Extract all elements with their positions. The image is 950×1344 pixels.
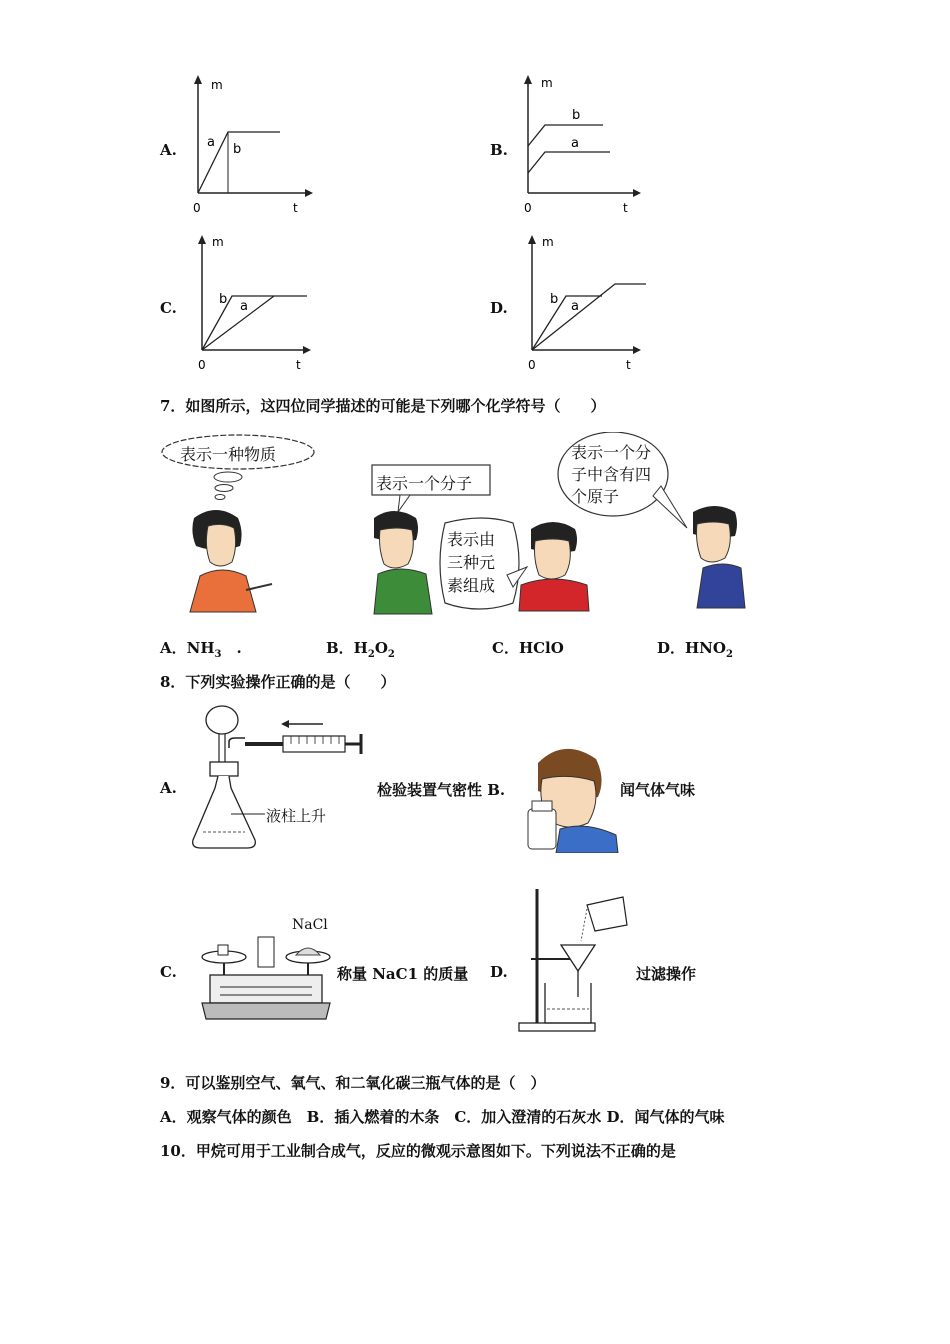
q7-option-a[interactable] xyxy=(160,637,242,660)
q8-d-filtration xyxy=(515,885,635,1035)
q7-boy3-bubble-line3: 个原子 xyxy=(571,487,620,506)
graph-b-origin: 0 xyxy=(524,201,532,215)
q8-c-letter: C. xyxy=(160,963,177,981)
graph-b-line-a: a xyxy=(571,136,579,151)
graph-d-line-b: b xyxy=(550,292,559,307)
q8-d-letter: D. xyxy=(490,963,508,981)
q8-b-boy-figure xyxy=(520,743,620,853)
graph-d-letter: D. xyxy=(490,299,508,317)
graph-d-origin: 0 xyxy=(528,358,536,372)
graph-b-line-b: b xyxy=(572,108,581,123)
q9-options[interactable]: A．观察气体的颜色 B．插入燃着的木条 C．加入澄清的石灰水 D．闻气体的气味 xyxy=(160,1108,725,1126)
q7-option-d-sub: 2 xyxy=(725,649,733,660)
graph-d-line-a: a xyxy=(571,299,579,314)
q8-a-note: 液柱上升 xyxy=(266,807,327,825)
q7-option-a-sub: 3 xyxy=(214,649,222,660)
q7-boy2-bubble-line3: 素组成 xyxy=(447,576,496,595)
q10-stem: 10．甲烷可用于工业制合成气，反应的微观示意图如下。下列说法不正确的是 xyxy=(160,1142,676,1160)
graph-a-line-b: b xyxy=(233,142,242,157)
q9-stem: 9．可以鉴别空气、氧气、和二氧化碳三瓶气体的是（ ） xyxy=(160,1074,546,1092)
q8-b-caption: 闻气体气味 xyxy=(620,781,696,799)
graph-c-origin: 0 xyxy=(198,358,206,372)
graph-c-y-label: m xyxy=(212,235,224,249)
q8-d-caption: 过滤操作 xyxy=(636,965,697,983)
graph-d xyxy=(520,230,650,380)
q7-boy2-bubble-line2: 三种元 xyxy=(447,553,496,572)
q7-option-d[interactable] xyxy=(657,637,733,660)
q8-a-caption: 检验装置气密性 B. xyxy=(377,781,506,799)
q7-girl-bubble: 表示一种物质 xyxy=(180,445,277,464)
q7-option-b[interactable] xyxy=(326,637,395,660)
graph-a xyxy=(185,70,315,220)
q7-option-a-tail: . xyxy=(221,639,242,657)
graph-a-letter: A. xyxy=(160,141,177,159)
q7-stem: 7．如图所示，这四位同学描述的可能是下列哪个化学符号（ ） xyxy=(160,397,606,415)
graph-c-line-b: b xyxy=(219,292,228,307)
graph-a-x-label: t xyxy=(293,201,298,215)
q7-option-c[interactable]: C．HClO xyxy=(492,639,564,657)
q8-stem: 8．下列实验操作正确的是（ ） xyxy=(160,673,396,691)
q8-c-caption: 称量 NaC1 的质量 xyxy=(337,965,469,983)
graph-d-y-label: m xyxy=(542,235,554,249)
graph-c-line-a: a xyxy=(240,299,248,314)
graph-b xyxy=(515,70,645,220)
graph-c-letter: C. xyxy=(160,299,177,317)
graph-c xyxy=(190,230,320,380)
graph-b-letter: B. xyxy=(490,141,508,159)
graph-a-line-a: a xyxy=(207,135,215,150)
q8-a-letter: A. xyxy=(160,779,177,797)
graph-b-x-label: t xyxy=(623,201,628,215)
q7-boy3-bubble-line1: 表示一个分 xyxy=(571,443,652,462)
graph-a-origin: 0 xyxy=(193,201,201,215)
q7-boy2-bubble-line1: 表示由 xyxy=(447,530,496,549)
graph-b-y-label: m xyxy=(541,76,553,90)
q7-option-b-sub1: 2 xyxy=(367,649,375,660)
q7-boy3-bubble xyxy=(571,442,651,508)
q7-option-b-mid: O xyxy=(374,639,388,657)
q7-option-b-label: B．H xyxy=(326,639,368,657)
q7-option-b-sub2: 2 xyxy=(387,649,395,660)
q7-boy1-bubble: 表示一个分子 xyxy=(376,474,473,493)
graph-d-x-label: t xyxy=(626,358,631,372)
q7-boy3-bubble-line2: 子中含有四 xyxy=(571,465,652,484)
q8-a-apparatus xyxy=(185,700,375,860)
q8-c-note: NaCl xyxy=(292,917,328,933)
graph-a-y-label: m xyxy=(211,78,223,92)
q7-option-a-label: A．NH xyxy=(160,639,215,657)
q7-boy2-bubble xyxy=(447,528,495,597)
q7-option-d-label: D．HNO xyxy=(657,639,726,657)
graph-c-x-label: t xyxy=(296,358,301,372)
